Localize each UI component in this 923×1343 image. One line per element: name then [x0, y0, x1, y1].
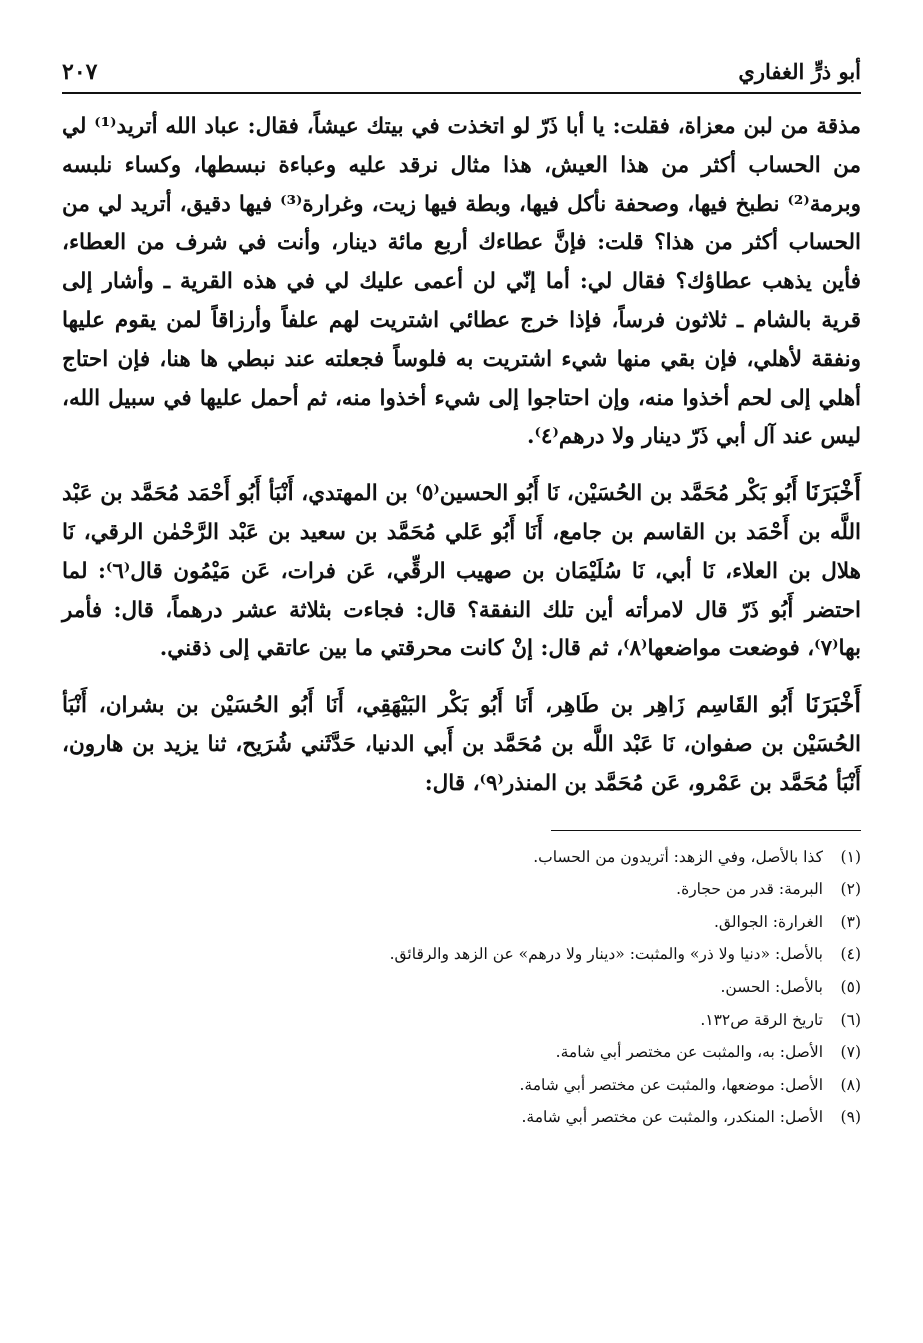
paragraph-2 [62, 473, 861, 669]
paragraph-lead: أَخْبَرَنَا [805, 689, 861, 719]
footnote [62, 841, 861, 874]
footnote [62, 873, 861, 906]
footnote-text: بالأصل: الحسن. [720, 977, 823, 996]
footnote [62, 1101, 861, 1134]
footnote-text: الأصل: به، والمثبت عن مختصر أبي شامة. [555, 1043, 823, 1062]
footnote-text: الأصل: موضعها، والمثبت عن مختصر أبي شامة. [519, 1075, 823, 1094]
footnote-number: (١) [840, 847, 861, 866]
footnote-number: (٦) [840, 1010, 861, 1029]
paragraph-text: مذقة من لبن معزاة، فقلت: يا أبا ذَرّ لو اتخذت في بيتك عيشاً، فقال: عباد الله أتريد⁽¹⁾ لي من الحساب أكثر من هذا العيش، هذا مثال نرقد عليه وعباءة نبسطها، وكساء نلبسه وبرمة⁽²⁾ نطبخ فيها، وصحفة نأكل فيها، وبطة فيها زيت، وغرارة⁽³⁾ فيها دقيق، أتريد لي من الحساب أكثر من هذا؟ قلت: فإنَّ عطاءك أربع مائة دينار، وأنت في شرف من العطاء، فأين يذهب عطاؤك؟ فقال لي: أما إنّي لن أعمى عليك لي في هذه القرية ـ وأشار إلى قرية بالشام ـ ثلاثون فرساً، فإذا خرج عطائي اشتريت لهم علفاً وأرزاقاً لمن يقوم عليها ونفقة لأهلي، فإن بقي منها شيء اشتريت به فلوساً فجعلته عند نبطي ها هنا، فإن احتاج أهلي إلى لحم أخذوا منه، وإن احتاجوا إلى شيء أخذوا منه، ثم أحمل عليها في سبيل الله، ليس عند آل أبي ذَرّ دينار ولا درهم⁽٤⁾. [62, 114, 861, 450]
footnote-number: (٥) [840, 977, 861, 996]
footnote-number: (٧) [840, 1043, 861, 1062]
footnote-number: (٤) [840, 945, 861, 964]
footnote [62, 1069, 861, 1102]
footnote [62, 938, 861, 971]
main-text [62, 108, 861, 804]
paragraph-1 [62, 108, 861, 457]
footnote-number: (٢) [840, 880, 861, 899]
footnote-divider [551, 830, 861, 831]
footnotes-list [62, 841, 861, 1134]
paragraph-text: أَبُو بَكْر مُحَمَّد بن الحُسَيْن، نَا أَبُو الحسين⁽٥⁾ بن المهتدي، أَنْبَأ أَبُو أَحْمَد مُحَمَّد بن عَبْد اللَّه بن أَحْمَد بن القاسم بن جامع، أَنَا أَبُو عَلي مُحَمَّد بن سعيد بن عَبْد الرَّحْمٰن الرقي، نَا هلال بن العلاء، نَا أبي، نَا سُلَيْمَان بن صهيب الرقِّي، عَن فرات، عَن مَيْمُون قال⁽٦⁾: لما احتضر أَبُو ذَرّ قال لامرأته أين تلك النفقة؟ قال: فجاءت بثلاثة عشر درهماً، قال: فأمر بها⁽٧⁾، فوضعت مواضعها⁽٨⁾، ثم قال: إنْ كانت محرقتي ما بين عاتقي إلى ذقني. [62, 481, 861, 662]
footnote-number: (٩) [840, 1108, 861, 1127]
footnote [62, 1004, 861, 1037]
footnote [62, 906, 861, 939]
footnote [62, 971, 861, 1004]
page-number: ٢٠٧ [62, 59, 98, 85]
chapter-title: أبو ذرٍّ الغفاري [738, 59, 861, 84]
footnote-text: الغرارة: الجوالق. [713, 912, 823, 931]
footnote-number: (٣) [840, 912, 861, 931]
running-header [62, 58, 861, 94]
footnote-text: الأصل: المنكدر، والمثبت عن مختصر أبي شامة. [521, 1108, 823, 1127]
paragraph-3 [62, 685, 861, 803]
footnote-text: بالأصل: «دنيا ولا ذر» والمثبت: «دينار ولا درهم» عن الزهد والرقائق. [389, 945, 823, 964]
footnote-text: البرمة: قدر من حجارة. [676, 880, 823, 899]
footnote-text: تاريخ الرقة ص١٣٢. [700, 1010, 823, 1029]
paragraph-lead: أَخْبَرَنَا [805, 477, 861, 507]
footnote [62, 1036, 861, 1069]
paragraph-text: أَبُو القَاسِم زَاهِر بن طَاهِر، أَنَا أَبُو بَكْر البَيْهَقِي، أَنَا أَبُو الحُسَيْن بن بشران، أَنْبَأ الحُسَيْن بن صفوان، نَا عَبْد اللَّه بن مُحَمَّد بن أَبي الدنيا، حَدَّثَني شُرَيح، ثنا يزيد بن هارون، أَنْبَأ مُحَمَّد بن عَمْرو، عَن مُحَمَّد بن المنذر⁽٩⁾، قال: [62, 693, 861, 796]
footnote-text: كذا بالأصل، وفي الزهد: أتريدون من الحساب. [533, 847, 823, 866]
footnote-number: (٨) [840, 1075, 861, 1094]
